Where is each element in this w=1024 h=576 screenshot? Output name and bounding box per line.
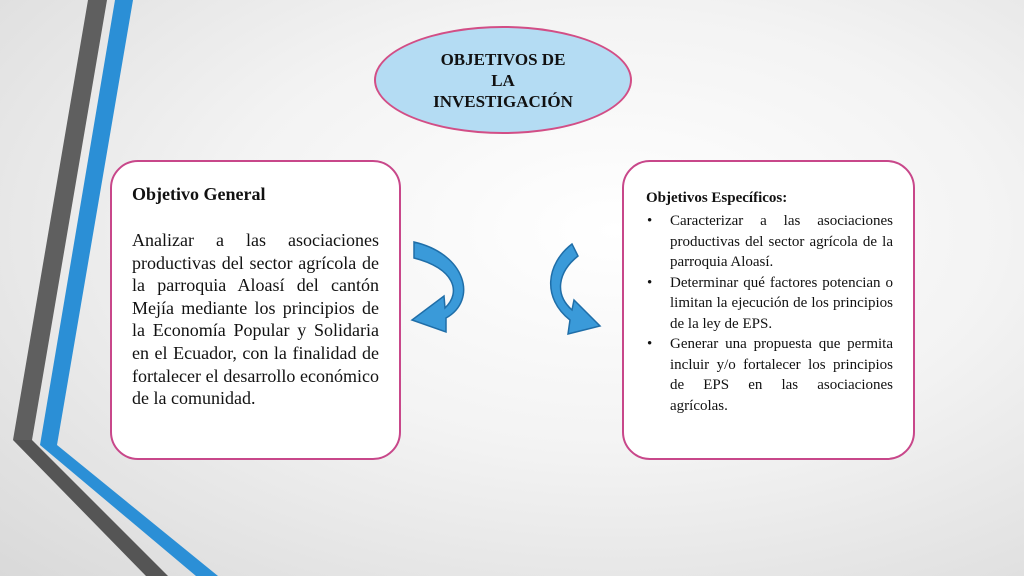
general-objective-text: Analizar a las asociaciones productivas del sector agrícola de la parroquia Aloasí del cantón Mejía mediante los principios de la Economía Popular y Solidaria en el Ecuador, con la finalidad de fortalecer el desarrollo económico de la comunidad. [132, 230, 379, 409]
specific-objective-item: • Caracterizar a las asociaciones productivas del sector agrícola de la parroquia Aloasí. [646, 211, 893, 273]
specific-objectives-list [646, 211, 893, 416]
specific-objectives-heading: Objetivos Específicos: [646, 190, 788, 206]
title-ellipse [374, 26, 632, 134]
curved-arrow-left-icon [408, 238, 480, 350]
gray-stripe-lower [13, 440, 168, 576]
specific-objective-item: • Determinar qué factores potencian o limitan la ejecución de los principios de la ley de EPS. [646, 273, 893, 335]
diagram-title: OBJETIVOS DE LA INVESTIGACIÓN [433, 49, 573, 111]
curved-arrow-right-icon [544, 238, 604, 350]
general-objective-box [110, 160, 401, 460]
specific-objectives-box [622, 160, 915, 460]
specific-objective-item: • Generar una propuesta que permita incluir y/o fortalecer los principios de EPS en las asociaciones agrícolas. [646, 334, 893, 416]
general-objective-heading: Objetivo General [132, 184, 266, 204]
